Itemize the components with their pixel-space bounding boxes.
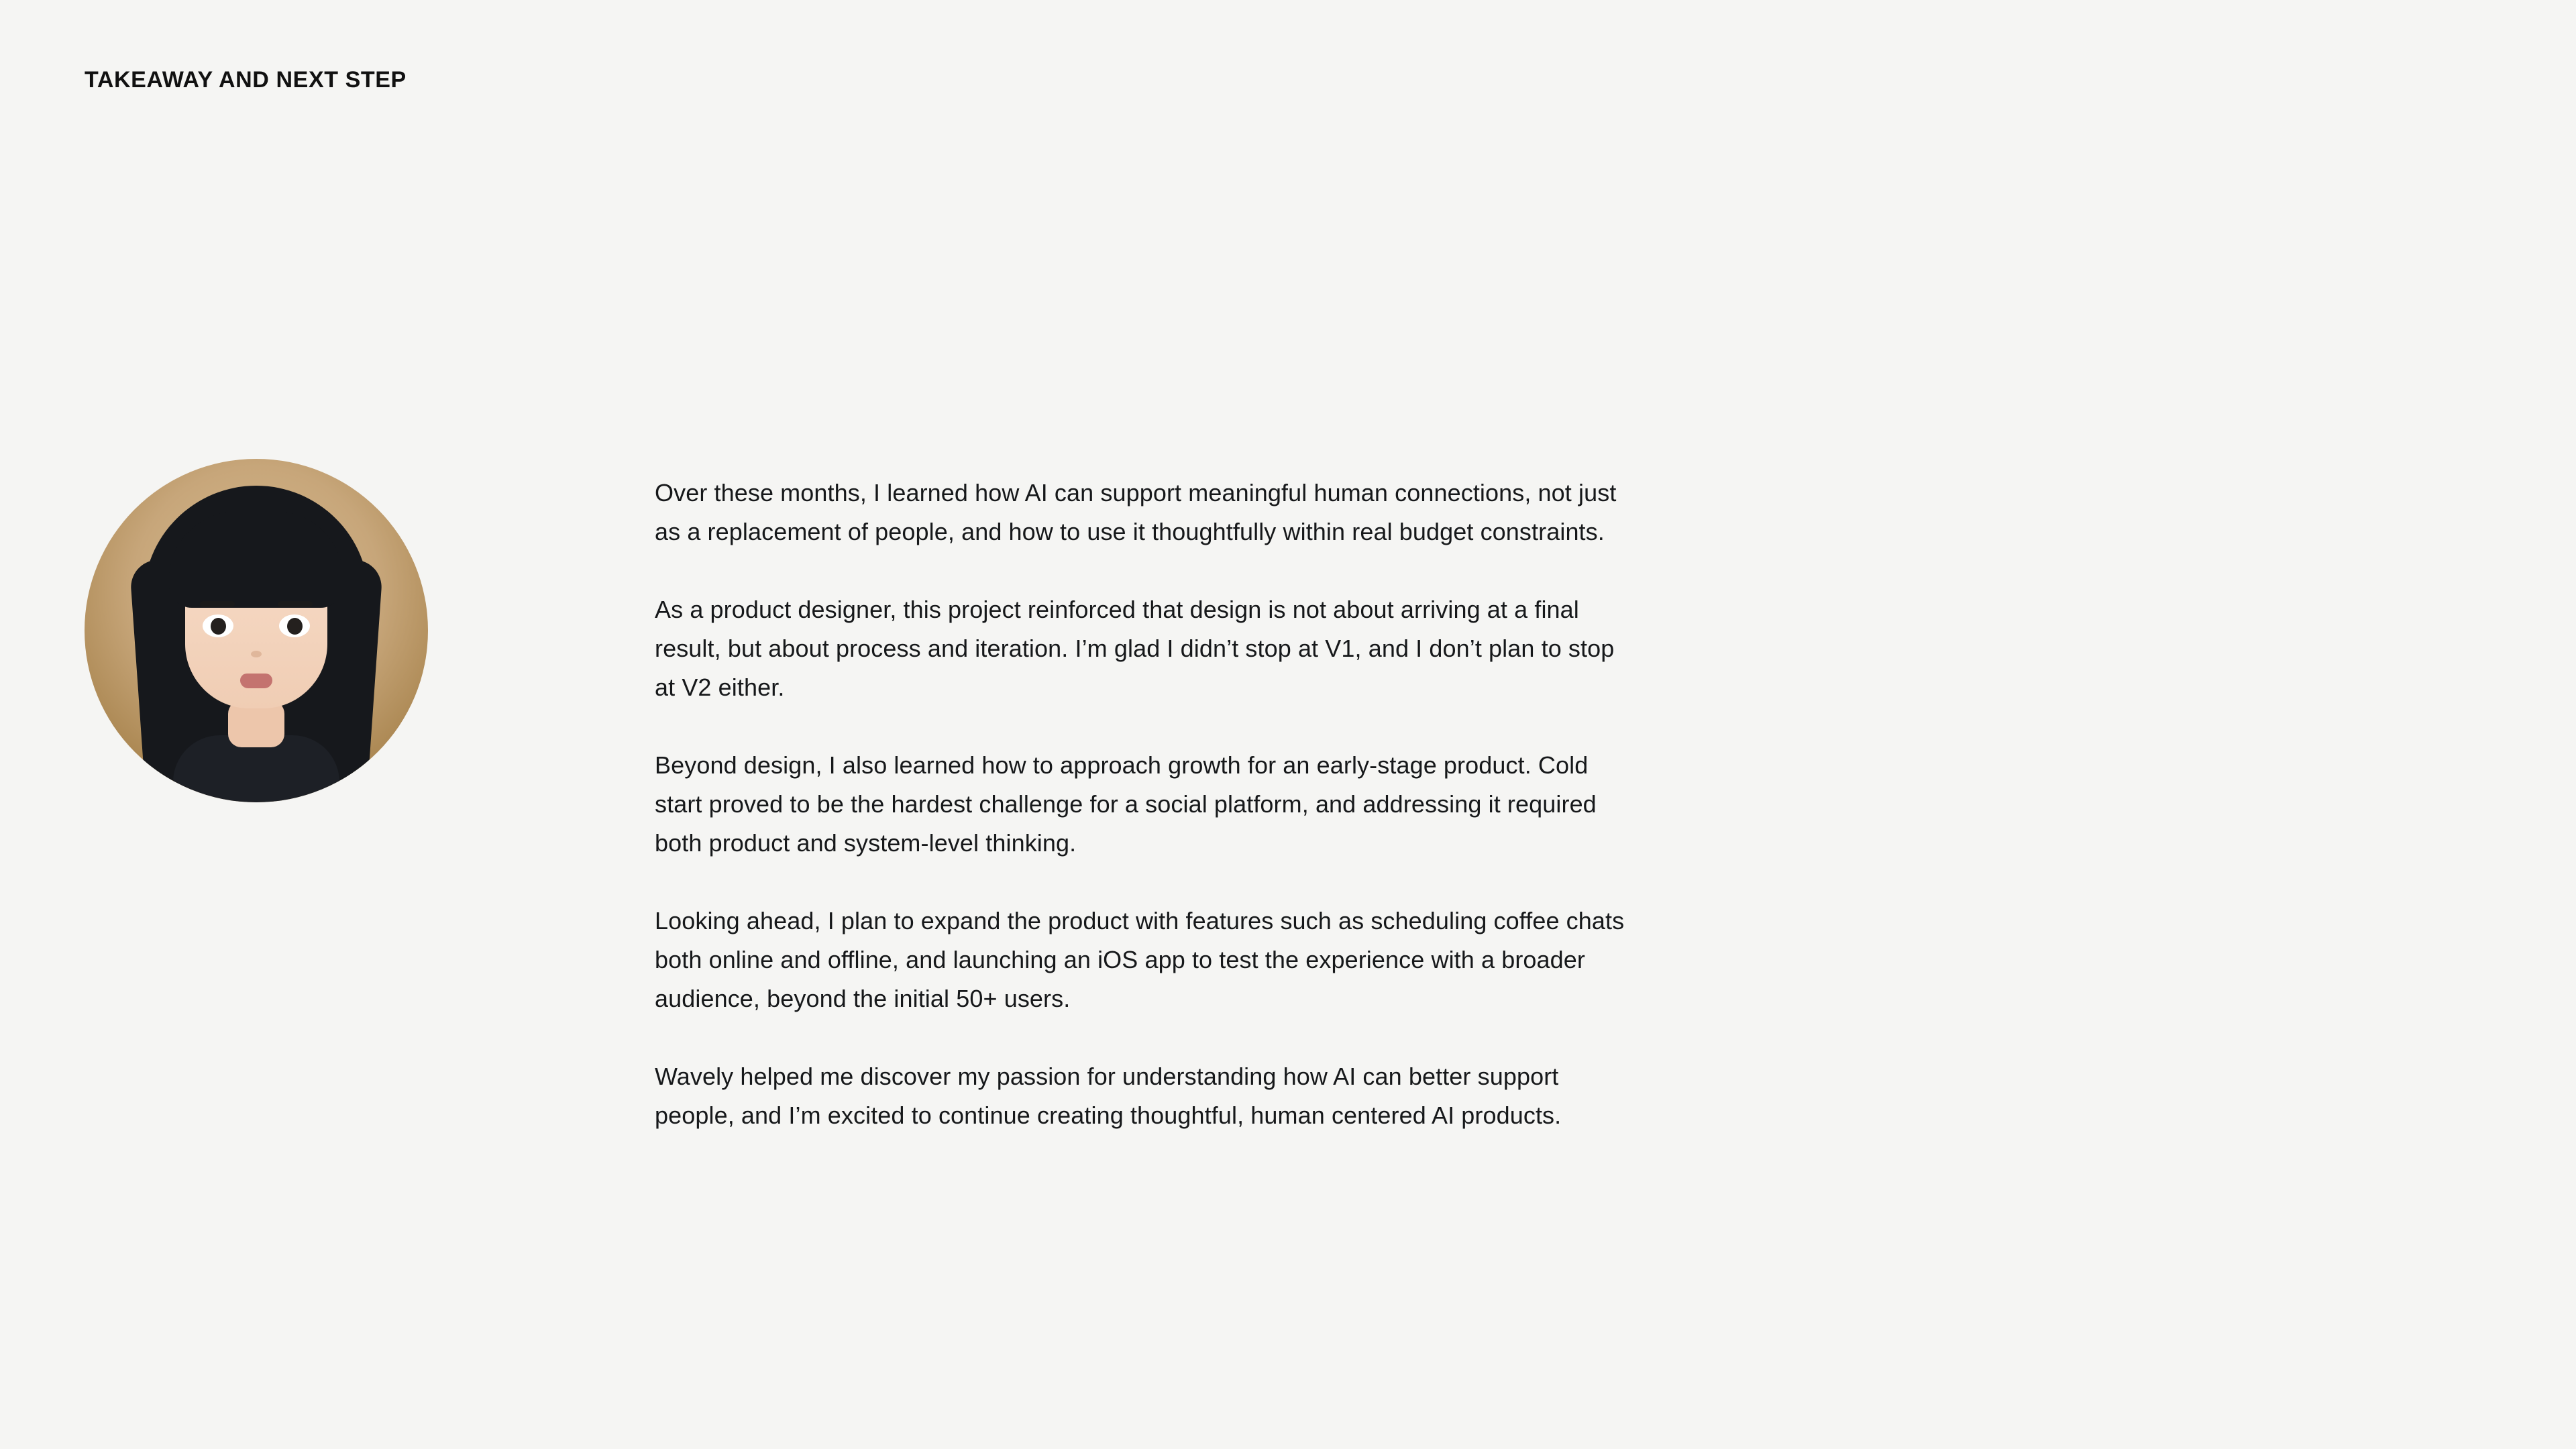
takeaway-text-column <box>433 449 1627 1135</box>
paragraph-5: Wavely helped me discover my passion for understanding how AI can better support people, and I’m excited to continue creating thoughtful, human centered AI products. <box>655 1063 1562 1129</box>
avatar-mouth <box>240 674 272 688</box>
avatar <box>85 459 428 802</box>
avatar-pupil-left <box>211 618 226 635</box>
paragraph-4: Looking ahead, I plan to expand the product with features such as scheduling coffee chats both online and offline, and launching an iOS app to test the experience with a broader audience, beyond the initial 50+ users. <box>655 907 1625 1012</box>
page-title: TAKEAWAY AND NEXT STEP <box>85 67 407 93</box>
paragraph-2: As a product designer, this project reinforced that design is not about arriving at a final result, but about process and iteration. I’m glad I didn’t stop at V1, and I don’t plan to stop at V2 either. <box>655 596 1615 701</box>
avatar-eye-right <box>279 614 310 637</box>
avatar-eyebrow-left <box>200 601 235 607</box>
avatar-container <box>85 449 433 802</box>
avatar-nose <box>251 651 262 657</box>
avatar-eye-left <box>203 614 233 637</box>
paragraph-1: Over these months, I learned how AI can support meaningful human connections, not just as a replacement of people, and how to use it thoughtfully within real budget constraints. <box>655 479 1617 545</box>
paragraph-3: Beyond design, I also learned how to approach growth for an early-stage product. Cold start proved to be the hardest challenge for a social platform, and addressing it required both product and system-level thinking. <box>655 751 1597 857</box>
avatar-eyebrow-right <box>278 601 313 607</box>
takeaway-content <box>85 449 1627 1135</box>
avatar-pupil-right <box>287 618 303 635</box>
